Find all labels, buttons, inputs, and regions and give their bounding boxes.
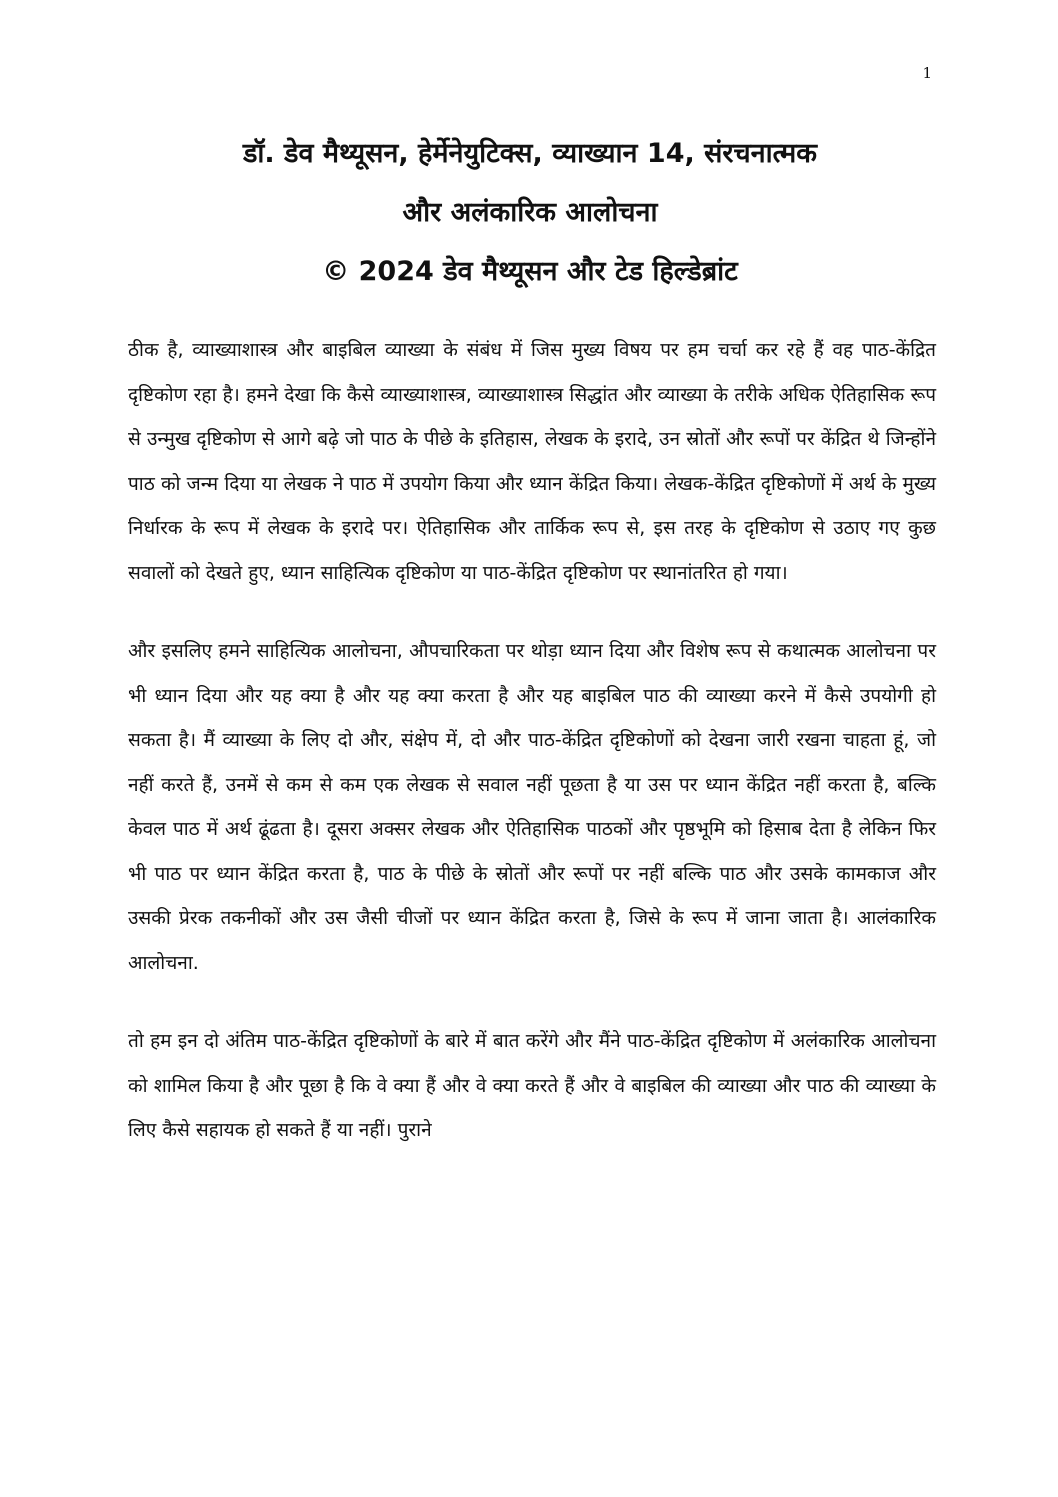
document-title <box>128 124 932 301</box>
paragraph: तो हम इन दो अंतिम पाठ-केंद्रित दृष्टिकोणों के बारे में बात करेंगे और मैंने पाठ-केंद्रित दृष्टिकोण में अलंकारिक आलोचना को शामिल किया है और पूछा है कि वे क्या हैं और वे क्या करते हैं और वे बाइबिल की व्याख्या और पाठ की व्याख्या के लिए कैसे सहायक हो सकते हैं या नहीं। पुराने <box>128 1030 936 1141</box>
page-number: 1 <box>922 64 932 82</box>
document-body <box>128 328 936 1187</box>
title-line-1: डॉ. डेव मैथ्यूसन, हेर्मेनेयुटिक्स, व्याख्यान 14, संरचनात्मक <box>242 138 818 169</box>
paragraph: ठीक है, व्याख्याशास्त्र और बाइबिल व्याख्या के संबंध में जिस मुख्य विषय पर हम चर्चा कर रहे हैं वह पाठ-केंद्रित दृष्टिकोण रहा है। हमने देखा कि कैसे व्याख्याशास्त्र, व्याख्याशास्त्र सिद्धांत और व्याख्या के तरीके अधिक ऐतिहासिक रूप से उन्मुख दृष्टिकोण से आगे बढ़े जो पाठ के पीछे के इतिहास, लेखक के इरादे, उन स्रोतों और रूपों पर केंद्रित थे जिन्होंने पाठ को जन्म दिया या लेखक ने पाठ में उपयोग किया और ध्यान केंद्रित किया। लेखक-केंद्रित दृष्टिकोणों में अर्थ के मुख्य निर्धारक के रूप में लेखक के इरादे पर। ऐतिहासिक और तार्किक रूप से, इस तरह के दृष्टिकोण से उठाए गए कुछ सवालों को देखते हुए, ध्यान साहित्यिक दृष्टिकोण या पाठ-केंद्रित दृष्टिकोण पर स्थानांतरित हो गया। <box>128 339 936 584</box>
paragraph: और इसलिए हमने साहित्यिक आलोचना, औपचारिकता पर थोड़ा ध्यान दिया और विशेष रूप से कथात्मक आलोचना पर भी ध्यान दिया और यह क्या है और यह क्या करता है और यह बाइबिल पाठ की व्याख्या करने में कैसे उपयोगी हो सकता है। मैं व्याख्या के लिए दो और, संक्षेप में, दो और पाठ-केंद्रित दृष्टिकोणों को देखना जारी रखना चाहता हूं, जो नहीं करते हैं, उनमें से कम से कम एक लेखक से सवाल नहीं पूछता है या उस पर ध्यान केंद्रित नहीं करता है, बल्कि केवल पाठ में अर्थ ढूंढता है। दूसरा अक्सर लेखक और ऐतिहासिक पाठकों और पृष्ठभूमि को हिसाब देता है लेकिन फिर भी पाठ पर ध्यान केंद्रित करता है, पाठ के पीछे के स्रोतों और रूपों पर नहीं बल्कि पाठ और उसके कामकाज और उसकी प्रेरक तकनीकों और उस जैसी चीजों पर ध्यान केंद्रित करता है, जिसे के रूप में जाना जाता है। आलंकारिक आलोचना. <box>128 640 936 974</box>
title-line-2: और अलंकारिक आलोचना <box>402 197 658 228</box>
copyright-line: © 2024 डेव मैथ्यूसन और टेड हिल्डेब्रांट <box>322 256 738 287</box>
